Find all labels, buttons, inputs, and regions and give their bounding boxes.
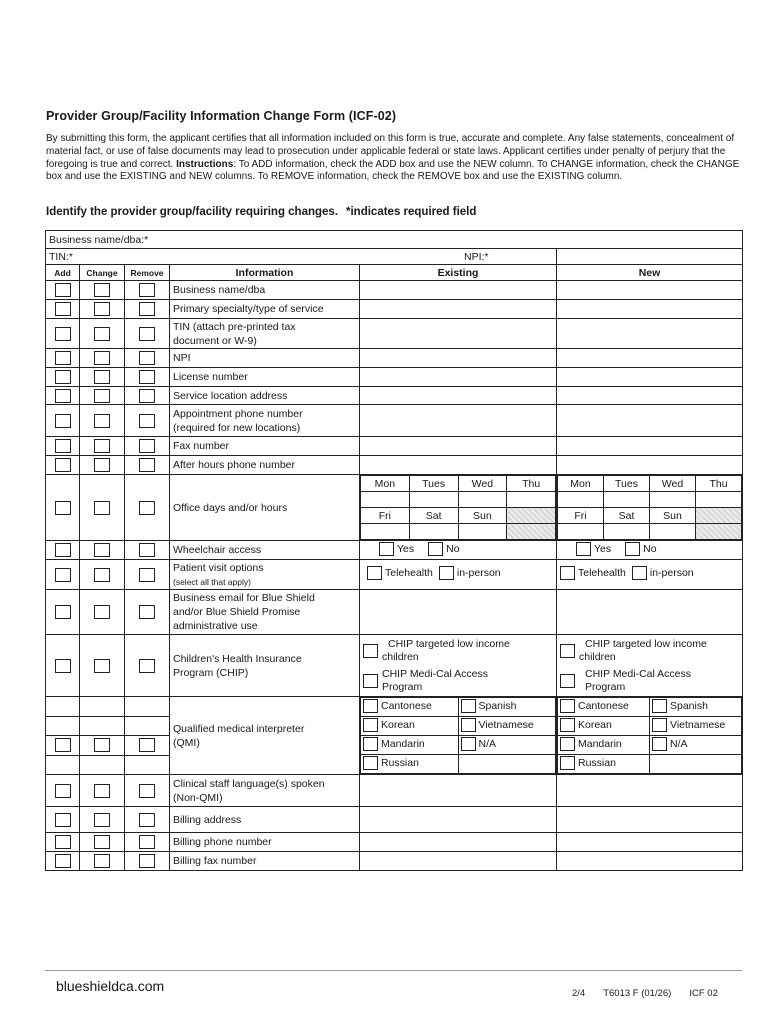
shaded-cell bbox=[696, 524, 742, 540]
new-cell[interactable] bbox=[557, 349, 743, 368]
remove-checkbox[interactable] bbox=[139, 659, 155, 673]
change-checkbox[interactable] bbox=[94, 351, 110, 365]
remove-checkbox[interactable] bbox=[139, 351, 155, 365]
table-row bbox=[46, 475, 743, 541]
thu-label: Thu bbox=[696, 476, 742, 492]
existing-cell[interactable] bbox=[360, 387, 557, 405]
new-cell[interactable] bbox=[557, 281, 743, 300]
wed-label: Wed bbox=[650, 476, 696, 492]
table-row bbox=[46, 437, 743, 456]
add-checkbox[interactable] bbox=[55, 351, 71, 365]
sun-label: Sun bbox=[650, 508, 696, 524]
existing-cell[interactable] bbox=[360, 281, 557, 300]
existing-cell[interactable] bbox=[360, 833, 557, 852]
business-name-field[interactable]: Business name/dba:* bbox=[46, 231, 743, 249]
mandarin-checkbox[interactable] bbox=[560, 737, 575, 751]
empty-cell bbox=[80, 697, 125, 717]
mandarin-checkbox[interactable] bbox=[363, 737, 378, 751]
remove-checkbox[interactable] bbox=[139, 327, 155, 341]
remove-column-header: Remove bbox=[125, 265, 170, 281]
mon-label: Mon bbox=[361, 476, 410, 492]
spanish-checkbox[interactable] bbox=[652, 699, 667, 713]
change-checkbox[interactable] bbox=[94, 283, 110, 297]
shaded-cell bbox=[696, 508, 742, 524]
add-checkbox[interactable] bbox=[55, 501, 71, 515]
in-person-checkbox[interactable] bbox=[632, 566, 647, 580]
telehealth-checkbox[interactable] bbox=[367, 566, 382, 580]
row-label: Billing address bbox=[170, 807, 360, 833]
sat-label: Sat bbox=[604, 508, 650, 524]
add-checkbox[interactable] bbox=[55, 414, 71, 428]
remove-checkbox[interactable] bbox=[139, 501, 155, 515]
tues-label: Tues bbox=[604, 476, 650, 492]
fri-label: Fri bbox=[558, 508, 604, 524]
row-label: Billing phone number bbox=[170, 833, 360, 852]
existing-cell: CHIP targeted low income children CHIP Medi-Cal Access Program bbox=[360, 635, 557, 697]
remove-checkbox[interactable] bbox=[139, 283, 155, 297]
sun-hours[interactable] bbox=[458, 524, 507, 540]
new-language-grid: Cantonese Spanish Korean Vietnamese Mandarin N/A Russian bbox=[557, 697, 743, 775]
change-checkbox[interactable] bbox=[94, 501, 110, 515]
remove-checkbox[interactable] bbox=[139, 370, 155, 384]
information-column-header: Information bbox=[170, 265, 360, 281]
intro-paragraph: By submitting this form, the applicant certifies that all information included on this form is true, accurate and complete. Any false statements, concealment of material fact, or use of false documents may lead to prosecution under applicable federal or state laws. Applicant certifies under penalty of perjury that the foregoing is true and correct. Instructions: To ADD information, check the ADD box and use the NEW column. To CHANGE information, check the CHANGE box and use the EXISTING and NEW columns. To REMOVE information, check the REMOVE box and use the EXISTING column. bbox=[46, 133, 740, 183]
new-cell[interactable] bbox=[557, 590, 743, 635]
sat-hours[interactable] bbox=[409, 524, 458, 540]
table-row bbox=[46, 541, 743, 560]
row-label: After hours phone number bbox=[170, 456, 360, 475]
table-row bbox=[46, 775, 743, 807]
existing-cell[interactable] bbox=[360, 590, 557, 635]
add-checkbox[interactable] bbox=[55, 389, 71, 403]
remove-checkbox[interactable] bbox=[139, 784, 155, 798]
existing-cell[interactable] bbox=[360, 349, 557, 368]
thu-label: Thu bbox=[507, 476, 556, 492]
row-label: License number bbox=[170, 368, 360, 387]
remove-checkbox[interactable] bbox=[139, 605, 155, 619]
fri-label: Fri bbox=[361, 508, 410, 524]
row-label: Business email for Blue Shield and/or Blue Shield Promise administrative use bbox=[170, 590, 360, 635]
table-row bbox=[46, 807, 743, 833]
new-column-header: New bbox=[557, 265, 743, 281]
row-label: Patient visit options (select all that apply) bbox=[170, 560, 360, 590]
table-row bbox=[46, 387, 743, 405]
remove-checkbox[interactable] bbox=[139, 389, 155, 403]
row-label: TIN (attach pre-printed tax document or W-9) bbox=[170, 319, 360, 349]
change-checkbox[interactable] bbox=[94, 414, 110, 428]
new-cell[interactable] bbox=[557, 405, 743, 437]
add-checkbox[interactable] bbox=[55, 543, 71, 557]
chip-medi-cal-checkbox[interactable] bbox=[560, 674, 575, 688]
existing-cell[interactable] bbox=[360, 456, 557, 475]
empty-cell bbox=[80, 716, 125, 736]
existing-hours-grid bbox=[360, 475, 557, 541]
new-cell[interactable] bbox=[557, 456, 743, 475]
table-row bbox=[46, 405, 743, 437]
empty-cell bbox=[46, 716, 80, 736]
row-label: Service location address bbox=[170, 387, 360, 405]
add-checkbox[interactable] bbox=[55, 835, 71, 849]
column-header-row bbox=[46, 265, 743, 281]
table-row bbox=[46, 349, 743, 368]
sat-label: Sat bbox=[409, 508, 458, 524]
russian-checkbox[interactable] bbox=[363, 756, 378, 770]
footer-divider bbox=[45, 970, 742, 971]
row-label: NPI bbox=[170, 349, 360, 368]
vietnamese-checkbox[interactable] bbox=[652, 718, 667, 732]
form-title: Provider Group/Facility Information Change Form (ICF-02) bbox=[46, 109, 397, 123]
russian-checkbox[interactable] bbox=[560, 756, 575, 770]
cantonese-checkbox[interactable] bbox=[560, 699, 575, 713]
yes-checkbox[interactable] bbox=[379, 542, 394, 556]
wed-hours[interactable] bbox=[458, 492, 507, 508]
new-cell[interactable] bbox=[557, 319, 743, 349]
new-cell: Yes No bbox=[557, 541, 743, 560]
mon-label: Mon bbox=[558, 476, 604, 492]
table-row bbox=[46, 590, 743, 635]
add-checkbox[interactable] bbox=[55, 784, 71, 798]
footer-site: blueshieldca.com bbox=[56, 978, 165, 994]
remove-checkbox[interactable] bbox=[139, 835, 155, 849]
na-checkbox[interactable] bbox=[461, 737, 476, 751]
change-checkbox[interactable] bbox=[94, 659, 110, 673]
mon-hours[interactable] bbox=[361, 492, 410, 508]
existing-cell[interactable] bbox=[360, 437, 557, 456]
table-row bbox=[46, 456, 743, 475]
add-checkbox[interactable] bbox=[55, 327, 71, 341]
row-label: Office days and/or hours bbox=[170, 475, 360, 541]
korean-checkbox[interactable] bbox=[363, 718, 378, 732]
cantonese-checkbox[interactable] bbox=[363, 699, 378, 713]
change-column-header: Change bbox=[80, 265, 125, 281]
table-row bbox=[46, 300, 743, 319]
remove-checkbox[interactable] bbox=[139, 302, 155, 316]
change-checkbox[interactable] bbox=[94, 439, 110, 453]
table-row bbox=[46, 319, 743, 349]
no-checkbox[interactable] bbox=[428, 542, 443, 556]
change-checkbox[interactable] bbox=[94, 835, 110, 849]
required-note: *indicates required field bbox=[346, 206, 477, 218]
yes-checkbox[interactable] bbox=[576, 542, 591, 556]
na-checkbox[interactable] bbox=[652, 737, 667, 751]
table-row bbox=[46, 368, 743, 387]
existing-cell[interactable] bbox=[360, 405, 557, 437]
thu-hours[interactable] bbox=[507, 492, 556, 508]
new-cell[interactable] bbox=[557, 437, 743, 456]
change-checkbox[interactable] bbox=[94, 784, 110, 798]
empty-cell bbox=[80, 755, 125, 775]
remove-checkbox[interactable] bbox=[139, 543, 155, 557]
remove-checkbox[interactable] bbox=[139, 568, 155, 582]
existing-cell[interactable] bbox=[360, 300, 557, 319]
row-label: Primary specialty/type of service bbox=[170, 300, 360, 319]
identify-heading: Identify the provider group/facility requiring changes. *indicates required field bbox=[46, 206, 477, 218]
add-checkbox[interactable] bbox=[55, 659, 71, 673]
row-label: Appointment phone number (required for new locations) bbox=[170, 405, 360, 437]
add-checkbox[interactable] bbox=[55, 605, 71, 619]
table-row bbox=[46, 560, 743, 590]
change-checkbox[interactable] bbox=[94, 302, 110, 316]
new-cell[interactable] bbox=[557, 387, 743, 405]
row-label: Wheelchair access bbox=[170, 541, 360, 560]
existing-cell: Telehealth in-person bbox=[360, 560, 557, 590]
add-checkbox[interactable] bbox=[55, 439, 71, 453]
change-checkbox[interactable] bbox=[94, 605, 110, 619]
thu-hours[interactable] bbox=[696, 492, 742, 508]
remove-checkbox[interactable] bbox=[139, 854, 155, 868]
table-row bbox=[46, 281, 743, 300]
new-cell[interactable] bbox=[557, 833, 743, 852]
row-label: Clinical staff language(s) spoken (Non-QMI) bbox=[170, 775, 360, 807]
telehealth-checkbox[interactable] bbox=[560, 566, 575, 580]
chip-medi-cal-checkbox[interactable] bbox=[363, 674, 378, 688]
tues-hours[interactable] bbox=[604, 492, 650, 508]
change-checkbox[interactable] bbox=[94, 458, 110, 472]
sun-label: Sun bbox=[458, 508, 507, 524]
fri-hours[interactable] bbox=[361, 524, 410, 540]
tues-hours[interactable] bbox=[409, 492, 458, 508]
add-checkbox[interactable] bbox=[55, 458, 71, 472]
shaded-cell bbox=[507, 524, 556, 540]
table-row bbox=[46, 697, 743, 717]
row-label: Business name/dba bbox=[170, 281, 360, 300]
table-row bbox=[46, 833, 743, 852]
existing-cell: Yes No bbox=[360, 541, 557, 560]
tin-field[interactable]: TIN:* bbox=[46, 249, 557, 265]
table-row bbox=[46, 635, 743, 697]
new-cell: CHIP targeted low income children CHIP Medi-Cal Access Program bbox=[557, 635, 743, 697]
new-cell[interactable] bbox=[557, 368, 743, 387]
remove-checkbox[interactable] bbox=[139, 813, 155, 827]
new-cell[interactable] bbox=[557, 807, 743, 833]
spanish-checkbox[interactable] bbox=[461, 699, 476, 713]
no-checkbox[interactable] bbox=[625, 542, 640, 556]
empty-cell bbox=[125, 697, 170, 717]
vietnamese-checkbox[interactable] bbox=[461, 718, 476, 732]
sun-hours[interactable] bbox=[650, 524, 696, 540]
npi-field[interactable]: NPI:* bbox=[557, 249, 743, 265]
existing-cell[interactable] bbox=[360, 807, 557, 833]
new-cell: Telehealth in-person bbox=[557, 560, 743, 590]
add-checkbox[interactable] bbox=[55, 813, 71, 827]
new-cell[interactable] bbox=[557, 775, 743, 807]
tues-label: Tues bbox=[409, 476, 458, 492]
add-checkbox[interactable] bbox=[55, 370, 71, 384]
chip-low-income-checkbox[interactable] bbox=[560, 644, 575, 658]
change-checkbox[interactable] bbox=[94, 370, 110, 384]
new-hours-grid bbox=[557, 475, 743, 541]
row-label: Fax number bbox=[170, 437, 360, 456]
footer-form-code: 2/4 T6013 F (01/26) ICF 02 bbox=[572, 988, 718, 999]
empty-cell bbox=[46, 697, 80, 717]
change-checkbox[interactable] bbox=[94, 543, 110, 557]
remove-checkbox[interactable] bbox=[139, 458, 155, 472]
change-checkbox[interactable] bbox=[94, 854, 110, 868]
existing-cell[interactable] bbox=[360, 852, 557, 871]
wed-hours[interactable] bbox=[650, 492, 696, 508]
empty-cell bbox=[125, 755, 170, 775]
chip-low-income-checkbox[interactable] bbox=[363, 644, 378, 658]
empty-cell bbox=[125, 716, 170, 736]
add-column-header: Add bbox=[46, 265, 80, 281]
change-checkbox[interactable] bbox=[94, 813, 110, 827]
sat-hours[interactable] bbox=[604, 524, 650, 540]
fri-hours[interactable] bbox=[558, 524, 604, 540]
change-checkbox[interactable] bbox=[94, 568, 110, 582]
change-checkbox[interactable] bbox=[94, 389, 110, 403]
in-person-checkbox[interactable] bbox=[439, 566, 454, 580]
existing-column-header: Existing bbox=[360, 265, 557, 281]
shaded-cell bbox=[507, 508, 556, 524]
existing-cell[interactable] bbox=[360, 368, 557, 387]
remove-checkbox[interactable] bbox=[139, 414, 155, 428]
remove-checkbox[interactable] bbox=[139, 439, 155, 453]
table-row bbox=[46, 852, 743, 871]
instructions-label: Instructions bbox=[176, 158, 234, 170]
empty-cell bbox=[46, 755, 80, 775]
add-checkbox[interactable] bbox=[55, 283, 71, 297]
new-cell[interactable] bbox=[557, 300, 743, 319]
row-label: Billing fax number bbox=[170, 852, 360, 871]
add-checkbox[interactable] bbox=[55, 568, 71, 582]
change-checkbox[interactable] bbox=[94, 327, 110, 341]
add-checkbox[interactable] bbox=[55, 854, 71, 868]
row-label: Qualified medical interpreter (QMI) bbox=[170, 697, 360, 775]
korean-checkbox[interactable] bbox=[560, 718, 575, 732]
add-checkbox[interactable] bbox=[55, 738, 71, 752]
add-checkbox[interactable] bbox=[55, 302, 71, 316]
mon-hours[interactable] bbox=[558, 492, 604, 508]
new-cell[interactable] bbox=[557, 852, 743, 871]
wed-label: Wed bbox=[458, 476, 507, 492]
remove-checkbox[interactable] bbox=[139, 738, 155, 752]
empty-cell bbox=[650, 755, 742, 774]
row-label: Children's Health Insurance Program (CHIP) bbox=[170, 635, 360, 697]
existing-language-grid: Cantonese Spanish Korean Vietnamese Mandarin N/A Russian bbox=[360, 697, 557, 775]
empty-cell bbox=[458, 755, 556, 774]
existing-cell[interactable] bbox=[360, 775, 557, 807]
existing-cell[interactable] bbox=[360, 319, 557, 349]
change-checkbox[interactable] bbox=[94, 738, 110, 752]
change-form-table bbox=[45, 230, 743, 871]
